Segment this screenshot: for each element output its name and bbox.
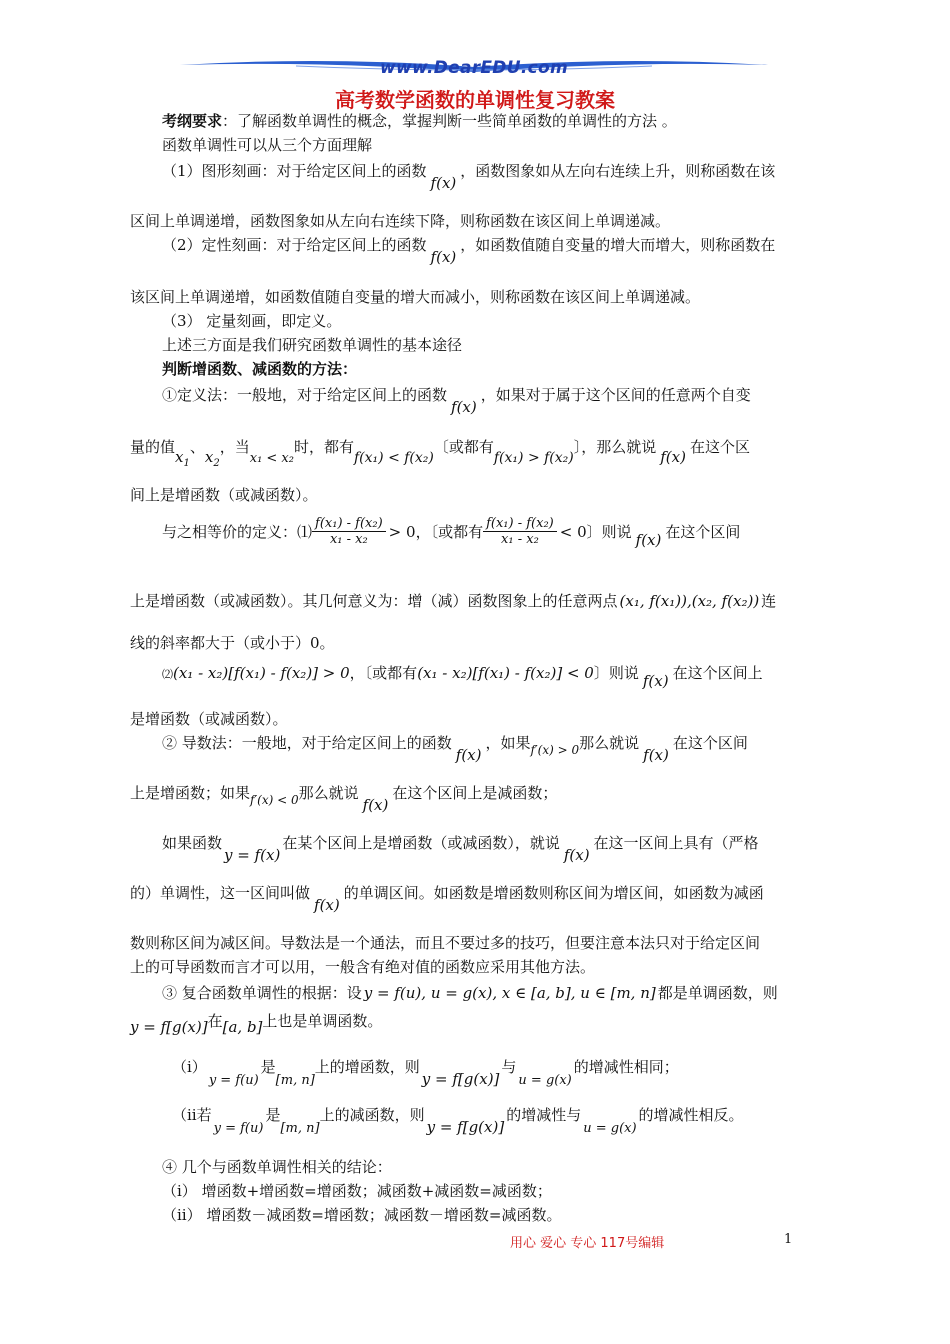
text: （ⅰ） bbox=[172, 1058, 207, 1076]
list-item: （ⅰ） 增函数+增函数=增函数；减函数+减函数=减函数； bbox=[162, 1182, 552, 1200]
text: 那么就说 bbox=[298, 784, 359, 802]
paragraph: 线的斜率都大于（或小于）0。 bbox=[130, 634, 335, 652]
paragraph bbox=[162, 160, 776, 192]
text: 上的增函数，则 bbox=[314, 1058, 420, 1076]
math-fx: f(x) bbox=[430, 248, 457, 266]
paragraph bbox=[162, 982, 778, 1003]
text: （1）图形刻画：对于给定区间上的函数 bbox=[162, 162, 427, 180]
text: 连 bbox=[761, 592, 777, 610]
text: 在这个区 bbox=[689, 438, 750, 456]
text: 在这个区间上是减函数； bbox=[392, 784, 558, 802]
math-fx: f(x) bbox=[563, 846, 590, 864]
math-derivative-lt: f′(x) < 0 bbox=[250, 793, 299, 807]
text: ，如果对于属于这个区间的任意两个自变 bbox=[480, 386, 751, 404]
paragraph: 上述三方面是我们研究函数单调性的基本途径 bbox=[162, 336, 463, 354]
paragraph: 是增函数（或减函数）。 bbox=[130, 710, 288, 728]
paragraph bbox=[172, 1104, 744, 1136]
text: 的增减性相同； bbox=[573, 1058, 679, 1076]
page-title: 高考数学函数的单调性复习教案 bbox=[335, 88, 615, 112]
text: 是 bbox=[260, 1058, 276, 1076]
math-f-less: f(x₁) < f(x₂) bbox=[354, 450, 434, 466]
text: 时，都有 bbox=[293, 438, 354, 456]
math-fx: f(x) bbox=[635, 530, 662, 549]
requirement-text: ：了解函数单调性的概念，掌握判断一些简单函数的单调性的方法 。 bbox=[222, 112, 677, 130]
difference-quotient: $\frac{\text{f(x₁) - f(x₂)}}{\text{x₁ - x₂}}$ bbox=[312, 516, 386, 547]
page-number: 1 bbox=[784, 1232, 793, 1247]
paragraph: ④ 几个与函数单调性相关的结论： bbox=[162, 1158, 392, 1176]
paragraph: （3） 定量刻画，即定义。 bbox=[162, 312, 342, 330]
text: 是 bbox=[265, 1106, 281, 1124]
math-points: (x₁, f(x₁)),(x₂, f(x₂)) bbox=[619, 592, 760, 610]
text: ③ 复合函数单调性的根据：设 bbox=[162, 984, 362, 1002]
text: ，〔或都有 bbox=[349, 664, 418, 682]
text: 在 bbox=[207, 1012, 223, 1030]
logo-text: www.DearEDU.com bbox=[380, 58, 568, 78]
math-fx: f(x) bbox=[451, 398, 477, 416]
paragraph bbox=[130, 782, 558, 814]
text: 的单调区间。如函数是增函数则称区间为增区间，如函数为减函 bbox=[343, 884, 764, 902]
text: 〔或都有 bbox=[433, 438, 494, 456]
math-interval-mn: [m, n] bbox=[275, 1073, 315, 1088]
paragraph: 数则称区间为减区间。导数法是一个通法，而且不要过多的技巧，但要注意本法只对于给定区间 bbox=[130, 934, 761, 952]
text: ② 导数法：一般地，对于给定区间上的函数 bbox=[162, 734, 452, 752]
text: ，如函数值随自变量的增大而增大，则称函数在 bbox=[460, 236, 776, 254]
math-fx: f(x) bbox=[314, 896, 340, 914]
text: 上是增函数（或减函数）。其几何意义为：增（减）函数图象上的任意两点 bbox=[130, 592, 618, 610]
text: 在这一区间上具有（严格 bbox=[593, 834, 759, 852]
text: ①定义法：一般地，对于给定区间上的函数 bbox=[162, 386, 448, 404]
paragraph bbox=[162, 516, 740, 547]
math-fx: f(x) bbox=[430, 174, 457, 192]
text: 、 bbox=[189, 438, 205, 456]
text: 〕则说 bbox=[586, 523, 632, 541]
text: 都是单调函数，则 bbox=[657, 984, 778, 1002]
list-item: （ⅱ） 增函数－减函数=增函数；减函数－增函数=减函数。 bbox=[162, 1206, 562, 1224]
math-y-fu: y = f(u) bbox=[213, 1121, 264, 1136]
math-interval-mn: [m, n] bbox=[280, 1121, 320, 1136]
math-fx: f(x) bbox=[455, 746, 482, 764]
paragraph: 函数单调性可以从三个方面理解 bbox=[162, 136, 373, 154]
text: 那么就说 bbox=[579, 734, 640, 752]
text: （ⅱ若 bbox=[172, 1106, 212, 1124]
math-gt0: > 0 bbox=[388, 522, 416, 541]
math-x1: $x_1$ bbox=[175, 448, 190, 469]
text: 〕，那么就说 bbox=[573, 438, 657, 456]
math-y-fgx: y = f[g(x)] bbox=[421, 1070, 500, 1088]
text: 的）单调性，这一区间叫做 bbox=[130, 884, 311, 902]
paragraph bbox=[162, 234, 776, 266]
text: 在这个区间 bbox=[665, 523, 741, 541]
math-lt0: < 0 bbox=[559, 522, 587, 541]
text: 与之相等价的定义：⑴ bbox=[162, 523, 313, 541]
paragraph: 区间上单调递增，函数图象如从左向右连续下降，则称函数在该区间上单调递减。 bbox=[130, 212, 671, 230]
math-composite-set: y = f(u), u = g(x), x ∈ [a, b], u ∈ [m, n] bbox=[363, 984, 656, 1002]
paragraph: 该区间上单调递增，如函数值随自变量的增大而减小，则称函数在该区间上单调递减。 bbox=[130, 288, 701, 306]
paragraph bbox=[130, 436, 750, 469]
math-x2: $x_2$ bbox=[204, 448, 220, 469]
paragraph bbox=[130, 1010, 383, 1036]
math-product-gt: (x₁ - x₂)[f(x₁) - f(x₂)] > 0 bbox=[173, 664, 350, 682]
difference-quotient: $\frac{\text{f(x₁) - f(x₂)}}{\text{x₁ - x₂}}$ bbox=[483, 516, 557, 547]
requirement-label: 考纲要求 bbox=[162, 112, 223, 130]
text: ，函数图象如从左向右连续上升，则称函数在该 bbox=[460, 162, 776, 180]
paragraph bbox=[172, 1056, 679, 1088]
text: 如果函数 bbox=[162, 834, 223, 852]
math-interval-ab: [a, b] bbox=[222, 1018, 263, 1036]
math-fx: f(x) bbox=[362, 796, 389, 814]
math-u-gx: u = g(x) bbox=[518, 1073, 572, 1088]
math-inequality: x₁ < x₂ bbox=[249, 451, 294, 466]
paragraph bbox=[162, 384, 751, 416]
paragraph bbox=[162, 662, 763, 690]
paragraph bbox=[130, 882, 764, 914]
text: 上的减函数，则 bbox=[319, 1106, 425, 1124]
paragraph bbox=[130, 590, 776, 611]
paragraph: 间上是增函数（或减函数）。 bbox=[130, 486, 318, 504]
text: ⑵ bbox=[162, 668, 173, 681]
math-product-lt: (x₁ - x₂)[f(x₁) - f(x₂)] < 0 bbox=[417, 664, 594, 682]
text: 〕则说 bbox=[593, 664, 639, 682]
math-fx: f(x) bbox=[643, 746, 669, 764]
math-y-fgx: y = f[g(x)] bbox=[130, 1018, 208, 1036]
math-f-greater: f(x₁) > f(x₂) bbox=[493, 450, 574, 466]
math-fx: f(x) bbox=[660, 448, 686, 466]
math-y-fx: y = f(x) bbox=[224, 846, 281, 864]
text: ，当 bbox=[219, 438, 250, 456]
footer-text: 用心 爱心 专心 117号编辑 bbox=[510, 1236, 665, 1251]
section-heading: 判断增函数、减函数的方法： bbox=[162, 360, 358, 378]
text: 的增减性相反。 bbox=[638, 1106, 744, 1124]
math-y-fgx: y = f[g(x)] bbox=[426, 1118, 505, 1136]
text: （2）定性刻画：对于给定区间上的函数 bbox=[162, 236, 427, 254]
math-derivative-gt: f′(x) > 0 bbox=[530, 743, 580, 757]
math-fx: f(x) bbox=[642, 672, 669, 690]
exam-requirement bbox=[162, 110, 677, 131]
math-y-fu: y = f(u) bbox=[208, 1073, 259, 1088]
paragraph: 上的可导函数而言才可以用，一般含有绝对值的函数应采用其他方法。 bbox=[130, 958, 596, 976]
paragraph bbox=[162, 732, 748, 764]
text: ，如果 bbox=[485, 734, 531, 752]
math-u-gx: u = g(x) bbox=[583, 1121, 637, 1136]
text: 量的值 bbox=[130, 438, 176, 456]
paragraph bbox=[162, 832, 759, 864]
text: ，〔或都有 bbox=[415, 523, 484, 541]
text: 的增减性与 bbox=[506, 1106, 582, 1124]
text: 在这个区间上 bbox=[672, 664, 763, 682]
site-logo bbox=[176, 52, 772, 86]
text: 上也是单调函数。 bbox=[262, 1012, 383, 1030]
text: 在这个区间 bbox=[672, 734, 748, 752]
text: 上是增函数；如果 bbox=[130, 784, 251, 802]
text: 在某个区间上是增函数（或减函数），就说 bbox=[282, 834, 560, 852]
text: 与 bbox=[501, 1058, 517, 1076]
